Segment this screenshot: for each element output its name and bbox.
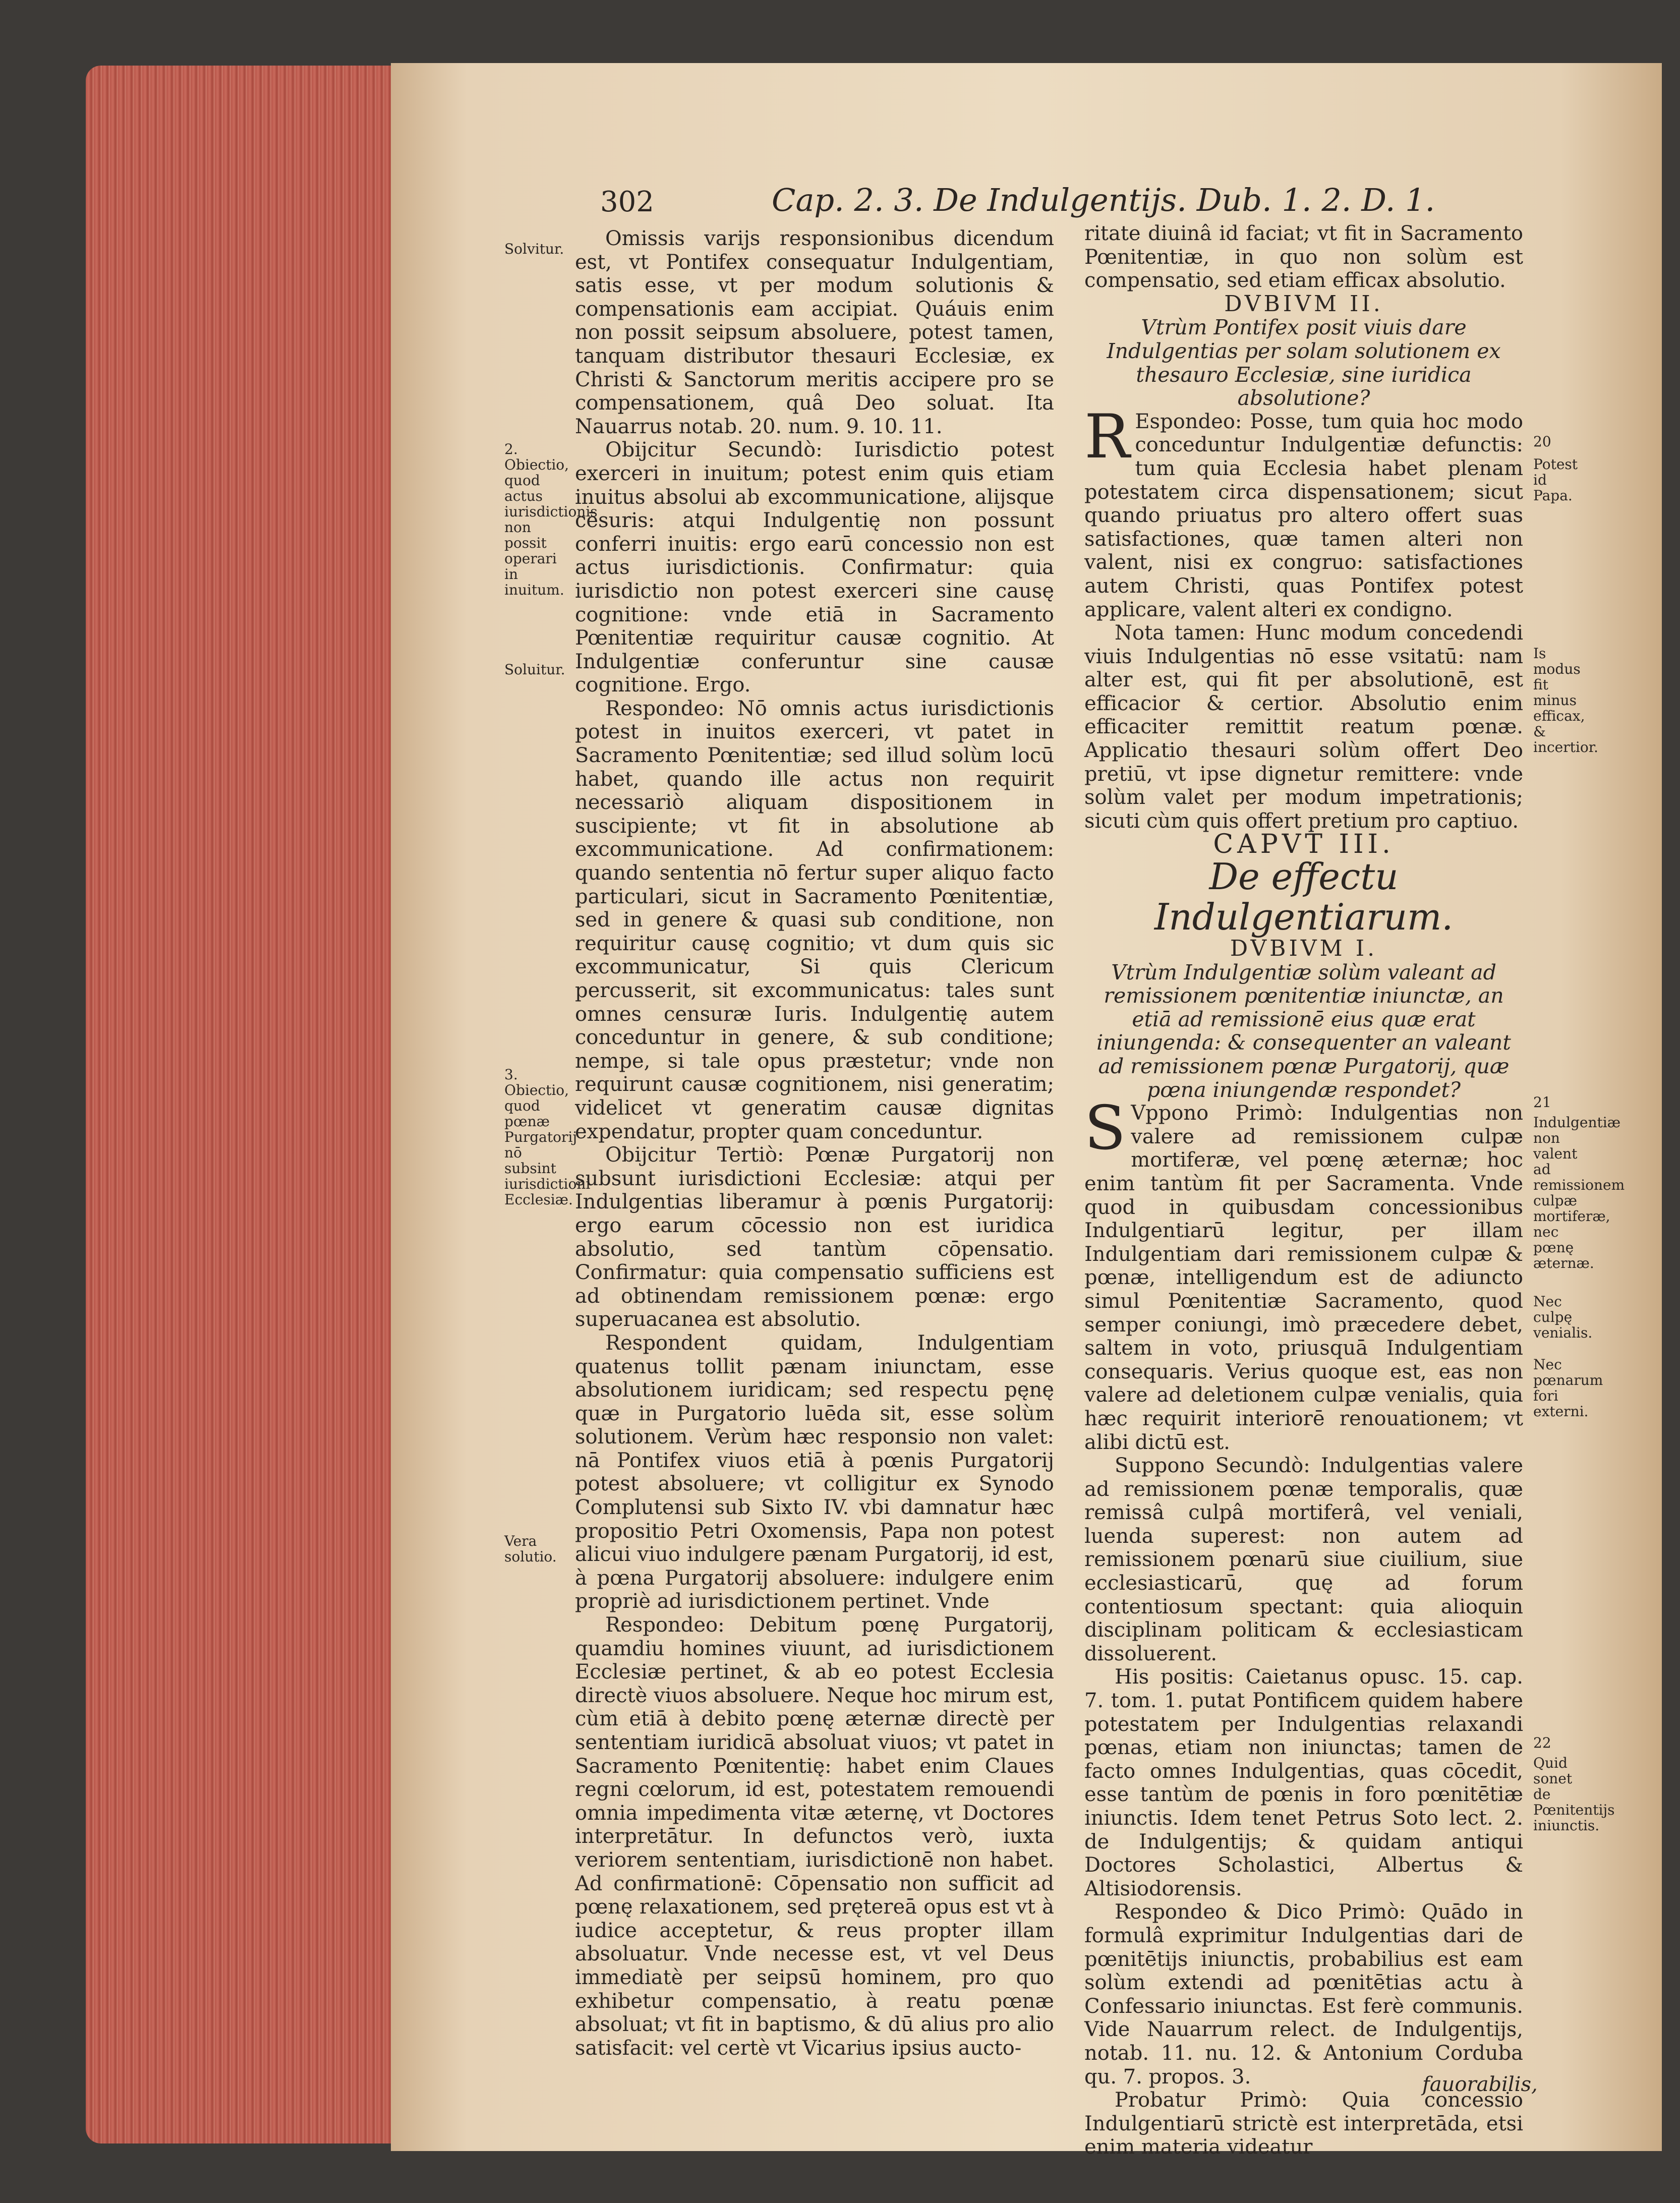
margin-note-obiectio-3: 3. Obiectio, quod pœnæ Purgatorij nō subsint iurisdictioni Ecclesiæ. — [504, 1066, 591, 1208]
catchword: fauorabilis, — [1422, 2073, 1538, 2096]
paragraph: Respondeo: Debitum pœnę Purgatorij, quamdiu homines viuunt, ad iurisdictionem Ecclesiæ pertinet, & ab eo potest Ecclesia directè viuos absoluere. Neque hoc mirum est, cùm etiā à debito pœnę æternæ directè per sententiam iuridicā absoluat viuos; vt patet in Sacramento Pœnitentię: habet enim Claues regni cœlorum, id est, potestatem remouendi omnia impedimenta vitæ æternę, vt Doctores interpretātur. In defunctos verò, iuxta veriorem sententiam, iurisdictionē non habet. Ad confirmationē: Cōpensatio non sufficit ad pœnę relaxationem, sed prętereā opus est vt à iudice acceptetur, & reus propter illam absoluatur. Vnde necesse est, vt vel Deus immediatè per seipsū hominem, pro quo exhibetur compensatio, à reatu pœnæ absoluat; vt fit in baptismo, & dū alius pro alio satisfacit: vel certè vt Vicarius ipsius aucto- — [575, 1613, 1054, 2060]
paragraph: Obijcitur Tertiò: Pœnæ Purgatorij non subsunt iurisdictioni Ecclesiæ: atqui per Indulgentias liberamur à pœnis Purgatorij: ergo earum cōcessio non est iuridica absolutio, sed tantùm cōpensatio. Confirmatur: quia compensatio sufficiens est ad obtinendam remissionem pœnæ: ergo superuacanea est absolutio. — [575, 1143, 1054, 1331]
margin-note: Quid sonet de Pœnitentijs iniunctis. — [1533, 1755, 1615, 1834]
paragraph: ritate diuinâ id faciat; vt fit in Sacramento Pœnitentiæ, in quo non solùm est compensatio, sed etiam efficax absolutio. — [1084, 222, 1523, 293]
dubium-heading: DVBIVM II. — [1224, 291, 1383, 317]
drop-cap: R — [1084, 401, 1130, 472]
paragraph: Nota tamen: Hunc modum concedendi viuis Indulgentias nō esse vsitatū: nam alter est, qui fit per absolutionē, est efficacior & certior. Absolutio enim efficaciter remittit reatum pœnæ. Applicatio thesauri solùm offert Deo pretiū, vt ipse dignetur remittere: vnde solùm valet per modum impetrationis; sicuti cùm quis offert pretium pro captiuo. — [1084, 621, 1523, 833]
margin-note: Nec culpę venialis. — [1533, 1293, 1593, 1341]
right-column — [1084, 222, 1523, 2159]
margin-number: 20 — [1533, 433, 1551, 450]
margin-note: Is modus fit minus efficax, & incertior. — [1533, 645, 1598, 756]
margin-note-solutio: Solvitur. — [504, 241, 564, 257]
paragraph: Respondent quidam, Indulgentiam quatenus tollit pænam iniunctam, esse absolutionem iuridicam; sed respectu pęnę quæ in Purgatorio luēda sit, esse solùm solutionem. Verùm hæc responsio non valet: nā Pontifex viuos etiā à pœnis Purgatorij potest absoluere; vt colligitur ex Synodo Complutensi sub Sixto IV. vbi damnatur hæc propositio Petri Oxomensis, Papa non potest alicui viuo indulgere pænam Purgatorij, id est, à pœna Purgatorij absoluere: indulgere enim propriè ad iurisdictionem pertinet. Vnde — [575, 1331, 1054, 1613]
paragraph: Omissis varijs responsionibus dicendum est, vt Pontifex consequatur Indulgentiam, satis esse, vt per modum solutionis & compensationis eam accipiat. Quáuis enim non possit seipsum absoluere, potest tamen, tanquam distributor thesauri Ecclesiæ, ex Christi & Sanctorum meritis accipere pro se compensationem, quâ Deo soluat. Ita Nauarrus notab. 20. num. 9. 10. 11. — [575, 227, 1054, 438]
margin-note-vera-solutio: Vera solutio. — [504, 1533, 557, 1565]
paragraph: Respondeo: Nō omnis actus iurisdictionis potest in inuitos exerceri, vt patet in Sacramento Pœnitentiæ; sed illud solùm locū habet, quando ille actus non requirit necessariò aliquam dispositionem in suscipiente; vt fit in absolutione ab excommunicatione. Ad confirmationem: quando sententia nō fertur super aliquo facto particulari, sicut in Sacramento Pœnitentiæ, sed in genere & quasi sub conditione, non requiritur causę cognitio; vt dum quis sic excommunicatur, Si quis Clericum percusserit, sit excommunicatus: tales sunt omnes censuræ Iuris. Indulgentię autem conceduntur in genere, & sub conditione; nempe, si tale opus præstetur; vnde non requirunt causæ cognitionem, nisi generatim; videlicet vt generatim causæ dignitas expendatur, propter quam conceduntur. — [575, 697, 1054, 1143]
page-edge-stack — [86, 66, 391, 2143]
running-head — [600, 182, 1435, 222]
margin-note: Nec pœnarum fori externi. — [1533, 1356, 1603, 1420]
chapter-heading: CAPVT III. — [1213, 829, 1395, 860]
paragraph — [1084, 1093, 1523, 1454]
margin-number: 21 — [1533, 1094, 1551, 1111]
margin-note-obiectio-2: 2. Obiectio, quod actus iurisdictionis non possit operari in inuitum. — [504, 441, 598, 598]
paragraph: Probatur Primò: Quia concessio Indulgentiarū strictè est interpretāda, etsi enim materia videatur — [1084, 2089, 1523, 2159]
margin-number: 22 — [1533, 1734, 1551, 1751]
dubium-question: Vtrùm Pontifex posit viuis dare Indulgentias per solam solutionem ex thesauro Ecclesiæ, sine iuridica absolutione? — [1107, 315, 1501, 411]
page-number: 302 — [600, 186, 654, 218]
paragraph: Obijcitur Secundò: Iurisdictio potest exerceri in inuitum; potest enim quis etiam inuitus absolui ab excommunicatione, alijsque cēsuris: atqui Indulgentię non possunt conferri inuitis: ergo earū concessio non est actus iurisdictionis. Confirmatur: quia iurisdictio non potest exerceri sine causę cognitione: vnde etiā in Sacramento Pœnitentiæ requiritur causæ cognitio. At Indulgentiæ conferuntur sine causæ cognitione. Ergo. — [575, 438, 1054, 697]
chapter-title: De effectu Indulgentiarum. — [1154, 855, 1454, 939]
margin-note: Indulgentiæ non valent ad remissionem culpæ mortiferæ, nec pœnę æternæ. — [1533, 1114, 1625, 1271]
paragraph: His positis: Caietanus opusc. 15. cap. 7. tom. 1. putat Pontificem quidem habere potestatem per Indulgentias relaxandi pœnas, etiam non iniunctas; tamen de facto omnes Indulgentias, quas cōcedit, esse tantùm de pœnis in foro pœnitētiæ iniunctis. Idem tenet Petrus Soto lect. 2. de Indulgentijs; & quidam antiqui Doctores Scholastici, Albertus & Altisiodorensis. — [1084, 1665, 1523, 1900]
paragraph-text: Espondeo: Posse, tum quia hoc modo conceduntur Indulgentiæ defunctis: tum quia Ecclesia habet plenam potestatem circa dispensationem; sicut quando priuatus pro altero offert suas satisfactiones, quæ tamen alteri non valent, nisi ex congruo: satisfactiones autem Christi, quas Pontifex potest applicare, valent alteri ex condigno. — [1084, 410, 1523, 621]
dubium-question: Vtrùm Indulgentiæ solùm valeant ad remissionem pœnitentiæ iniunctæ, an etiā ad remissionē eius quæ erat iniungenda: & consequenter an valeant ad remissionem pœnæ Purgatorij, quæ pœna iniungendæ respondet? — [1096, 960, 1511, 1102]
left-column — [575, 227, 1054, 2060]
paragraph: Suppono Secundò: Indulgentias valere ad remissionem pœnæ temporalis, quæ remissâ culpâ mortiferâ, vel veniali, luenda superest: non autem ad remissionem pœnarū siue ciuilium, siue ecclesiasticarū, quę ad forum contentiosum spectant: quia alioquin disciplinam politicam & ecclesiasticam dissoluerent. — [1084, 1454, 1523, 1665]
dubium-heading: DVBIVM I. — [1230, 936, 1378, 962]
paragraph-text: Vppono Primò: Indulgentias non valere ad remissionem culpæ mortiferæ, vel pœnę æternæ; hoc enim tantùm fit per Sacramenta. Vnde quod in quibusdam concessionibus Indulgentiarū legitur, per illam Indulgentiam dari remissionem culpæ & pœnæ, intelligendum est de adiuncto simul Pœnitentiæ Sacramento, quod semper coniungi, imò præcedere debet, saltem in voto, priusquā Indulgentiam consequaris. Verius quoque est, eas non valere ad deletionem culpæ venialis, quia hæc requirit interiorē renouationem; vt alibi dictū est. — [1084, 1102, 1523, 1454]
margin-note-soluitur: Soluitur. — [504, 661, 565, 678]
paragraph: Respondeo & Dico Primò: Quādo in formulâ exprimitur Indulgentias dari de pœnitētijs iniunctis, probabilius est eam solùm extendi ad pœnitētias actu à Confessario iniunctas. Est ferè communis. Vide Nauarrum relect. de Indulgentijs, notab. 11. nu. 12. & Antonium Corduba qu. 7. propos. 3. — [1084, 1900, 1523, 2089]
running-title: Cap. 2. 3. De Indulgentijs. Dub. 1. 2. D. 1. — [772, 182, 1435, 218]
margin-note: Potest id Papa. — [1533, 456, 1578, 504]
drop-cap: S — [1084, 1093, 1126, 1164]
paragraph — [1084, 401, 1523, 621]
